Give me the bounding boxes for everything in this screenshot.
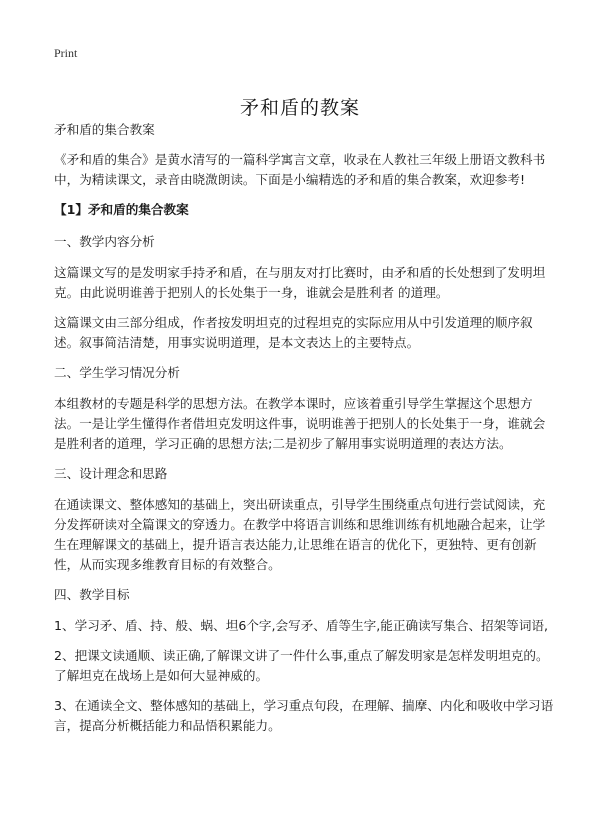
paragraph-design: 在通读课文、整体感知的基础上，突出研读重点，引导学生围绕重点句进行尝试阅读，充分发挥研读对全篇课文的穿透力。在教学中将语言训练和思维训练有机地融合起来，让学生在理解课文的基础上，提升语言表达能力,让思维在语言的优化下，更独特、更有创新性，从而实现多维教育目标的有效整合。 <box>54 497 546 572</box>
goal-item-3: 3、在通读全文、整体感知的基础上，学习重点句段，在理解、揣摩、内化和吸收中学习语言，提高分析概括能力和品悟积累能力。 <box>54 698 554 733</box>
document-subtitle: 矛和盾的集合教案 <box>54 122 155 137</box>
heading-goals: 四、教学目标 <box>54 587 130 602</box>
print-link[interactable]: Print <box>54 46 78 60</box>
heading-design: 三、设计理念和思路 <box>54 466 168 481</box>
page-title: 矛和盾的教案 <box>239 96 360 119</box>
goal-item-1: 1、学习矛、盾、持、般、蜗、坦6个字,会写矛、盾等生字,能正确读写集合、招架等词语, <box>54 618 549 633</box>
paragraph-content-1: 这篇课文写的是发明家手持矛和盾，在与朋友对打比赛时，由矛和盾的长处想到了发明坦克。由此说明谁善于把别人的长处集于一身，谁就会是胜利者 的道理。 <box>54 265 546 300</box>
goal-item-2: 2、把课文读通顺、读正确,了解课文讲了一件什么事,重点了解发明家是怎样发明坦克的。了解坦克在战场上是如何大显神威的。 <box>54 648 549 683</box>
paragraph-student: 本组教材的专题是科学的思想方法。在教学本课时，应该着重引导学生掌握这个思想方法。一是让学生懂得作者借坦克发明这件事，说明谁善于把别人的长处集于一身，谁就会是胜利者的道理，学习正确的思想方法;二是初步了解用事实说明道理的表达方法。 <box>54 396 546 451</box>
heading-student-analysis: 二、学生学习情况分析 <box>54 365 180 380</box>
heading-content-analysis: 一、教学内容分析 <box>54 234 155 249</box>
document-body <box>54 120 554 746</box>
intro-paragraph: 《矛和盾的集合》是黄水清写的一篇科学寓言文章，收录在人教社三年级上册语文教科书中，为精读课文，录音由晓溦朗读。下面是小编精选的矛和盾的集合教案，欢迎参考! <box>54 152 546 187</box>
section-1-heading: 【1】矛和盾的集合教案 <box>54 202 189 217</box>
paragraph-content-2: 这篇课文由三部分组成，作者按发明坦克的过程坦克的实际应用从中引发道理的顺序叙述。叙事简洁清楚，用事实说明道理，是本文表达上的主要特点。 <box>54 315 533 350</box>
